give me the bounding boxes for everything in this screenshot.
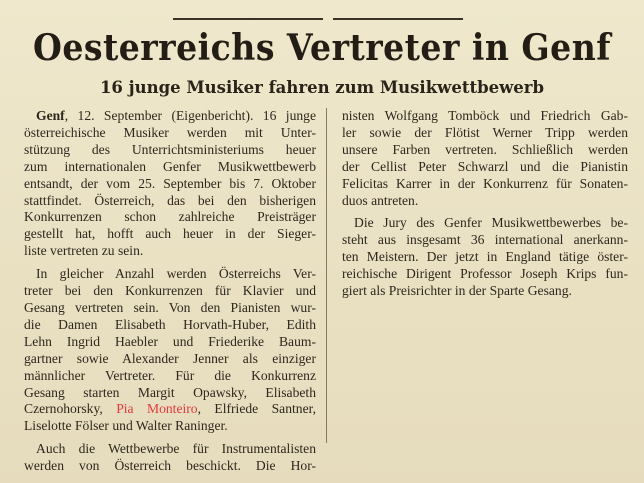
highlighted-name: Pia Monteiro xyxy=(116,401,198,417)
left-column xyxy=(24,108,316,475)
text-line: Konkurrenzen schon zahlreiche Preisträger xyxy=(24,209,316,225)
text-line: männlicher Vertreter. Für die Konkurrenz xyxy=(24,367,316,383)
text-fragment: Czernohorsky, xyxy=(24,401,117,417)
text-line: duos antreten. xyxy=(342,192,419,208)
right-column xyxy=(342,108,628,300)
text-line: treter bei den Konkurrenzen für Klavier und xyxy=(24,283,316,299)
text-line: reichische Dirigent Professor Joseph Krips fun- xyxy=(342,266,628,282)
text-line: der Cellist Peter Schwarzl und die Pianistin xyxy=(342,158,628,174)
text-line xyxy=(24,401,316,418)
text-line: gartner sowie Alexander Jenner als einziger xyxy=(24,350,316,366)
subheadline: 16 junge Musiker fahren zum Musikwettbewerb xyxy=(99,78,545,97)
top-rule-left xyxy=(173,18,323,20)
text-line: giert als Preisrichter in der Sparte Gesang. xyxy=(342,283,572,299)
text-line: ten Meistern. Der jetzt in England tätige öster- xyxy=(342,249,628,265)
text-line: zum internationalen Genfer Musikwettbewerb xyxy=(24,158,316,174)
text-line: gestellt hat, hofft auch heuer in der Sieger- xyxy=(24,226,316,242)
text-line: stützung des Unterrichtsministeriums heuer xyxy=(24,141,316,157)
text-line: Lehn Ingrid Haebler und Friederike Baum- xyxy=(24,333,316,349)
text-line: entsandt, der vom 25. September bis 7. Oktober xyxy=(24,175,316,191)
text-line xyxy=(24,108,316,125)
text-line: liste vertreten zu sein. xyxy=(24,243,144,259)
text-fragment: , Elfriede Santner, xyxy=(197,401,316,417)
headline: Oesterreichs Vertreter in Genf xyxy=(33,27,611,69)
text-line: In gleicher Anzahl werden Österreichs Ver- xyxy=(36,266,316,282)
text-line: Felicitas Karrer in der Konkurrenz für Sonaten- xyxy=(342,175,628,191)
text-line: stattfindet. Österreich, das bei den bisherigen xyxy=(24,192,316,208)
text-line: steht aus insgesamt 36 international anerkann- xyxy=(342,232,628,248)
column-divider xyxy=(326,108,327,443)
text-line: nisten Wolfgang Tomböck und Friedrich Gab- xyxy=(342,108,628,123)
text-line: Liselotte Fölser und Walter Raninger. xyxy=(24,418,228,434)
text-line: Gesang vertreten sein. Von den Pianisten wur- xyxy=(24,299,316,315)
text-line-rest: , 12. September (Eigenbericht). 16 junge xyxy=(64,108,316,123)
text-line: Gesang starten Margit Opawsky, Elisabeth xyxy=(24,384,316,400)
text-line: Auch die Wettbewerbe für Instrumentalisten xyxy=(36,441,316,457)
text-line: Die Jury des Genfer Musikwettbewerbes be- xyxy=(354,215,628,231)
text-line: ler sowie der Flötist Werner Tripp werden xyxy=(342,124,628,140)
dateline-place: Genf xyxy=(36,108,65,123)
text-line: österreichische Musiker werden mit Unter- xyxy=(24,124,316,140)
top-rule-right xyxy=(333,18,463,20)
text-line: werden von Österreich beschickt. Die Hor- xyxy=(24,458,316,474)
text-line: die Damen Elisabeth Horvath-Huber, Edith xyxy=(24,316,316,332)
text-line: unsere Farben vertreten. Schließlich werden xyxy=(342,141,628,157)
